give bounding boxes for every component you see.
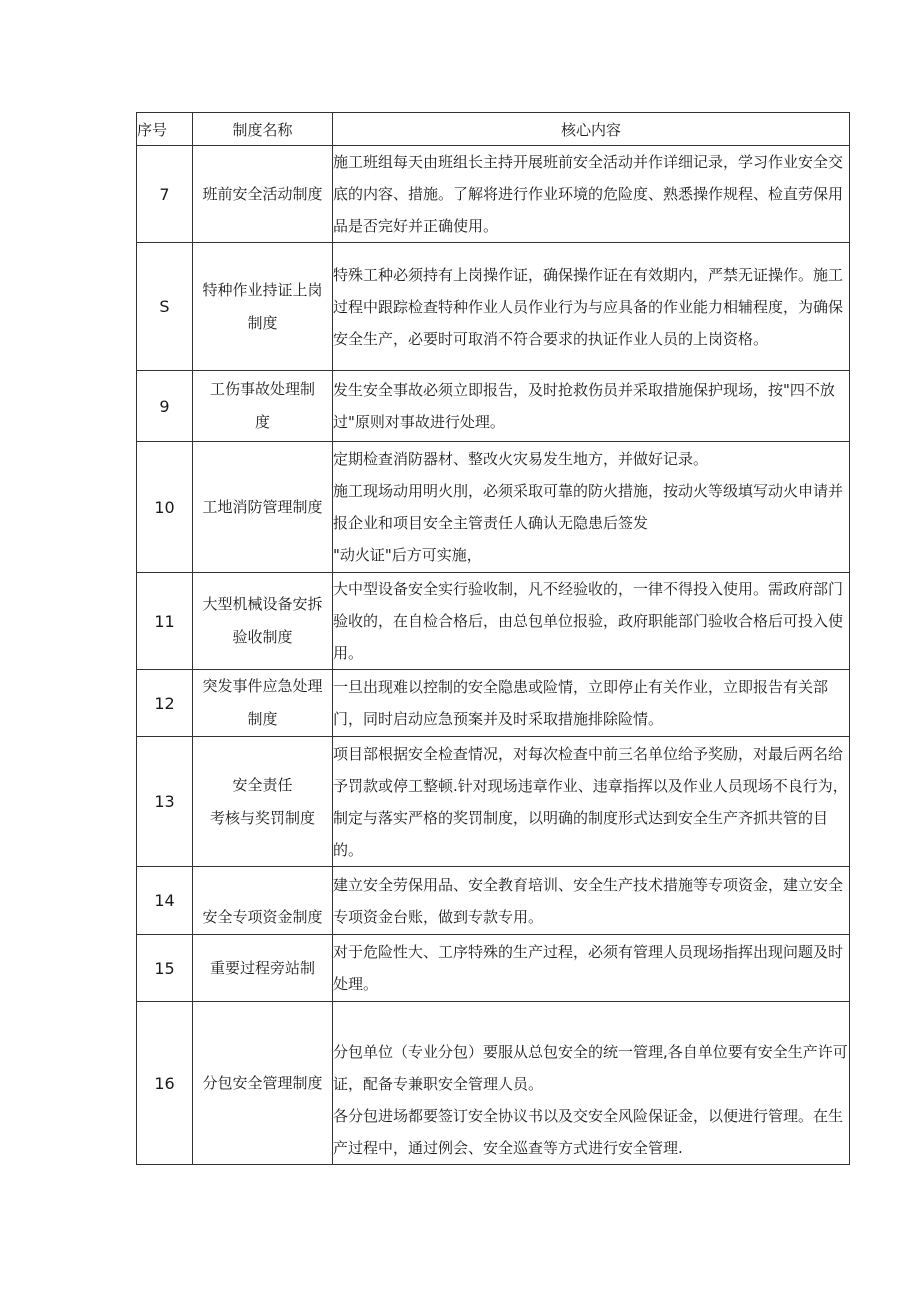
table-row [137,371,850,442]
row-content [333,867,850,935]
row-name [193,1002,333,1165]
row-content [333,670,850,737]
row-name [193,573,333,670]
row-name-line: 制度 [247,710,278,728]
row-no: 9 [137,371,193,442]
row-content-para: "动火证"后方可实施， [333,546,482,564]
table-header-row [137,113,850,146]
row-name [193,867,333,935]
row-content [333,737,850,867]
row-name [193,670,333,737]
row-name [193,935,333,1002]
row-name-line: 考核与奖罚制度 [209,808,315,827]
row-content [333,371,850,442]
row-name [193,371,333,442]
row-no: 16 [137,1002,193,1165]
table-row [137,442,850,573]
row-name-line: 突发事件应急处理 [202,677,323,695]
row-name-line: 安全责任 [232,775,293,794]
row-content-para: 特殊工种必须持有上岗操作证，确保操作证在有效期内，严禁无证操作。施工过程中跟踪检查特种作业人员作业行为与应具备的作业能力相辅程度，为确保安全生产，必要时可取消不符合要求的执证作业人员的上岗资格。 [333,265,844,348]
row-content [333,1002,850,1165]
row-no: S [137,243,193,371]
row-no: 10 [137,442,193,573]
table-row [137,670,850,737]
row-content-para: 定期检查消防器材、整改火灾易发生地方，并做好记录。 [333,450,709,468]
row-no: 7 [137,146,193,243]
row-name-line: 重要过程旁站制 [209,958,315,977]
row-name-line: 班前安全活动制度 [202,184,323,203]
row-no: 15 [137,935,193,1002]
row-name [193,243,333,371]
row-name-line: 大型机械设备安拆 [202,595,323,613]
header-name: 制度名称 [193,113,333,146]
table-row [137,867,850,935]
row-no: 11 [137,573,193,670]
table-row [137,146,850,243]
row-name-line: 分包安全管理制度 [202,1073,323,1092]
row-name-line: 安全专项资金制度 [202,908,323,926]
row-content-para: 发生安全事故必须立即报告，及时抢救伤员并采取措施保护现场，按"四不放过"原则对事故进行处理。 [333,381,835,431]
row-content-para: 大中型设备安全实行验收制，凡不经验收的，一律不得投入使用。需政府部门验收的，在自检合格后，由总包单位报验，政府职能部门验收合格后可投入使用。 [333,580,844,662]
row-content [333,146,850,243]
row-no: 12 [137,670,193,737]
row-name-line: 工伤事故处理制 [209,380,315,398]
row-no: 14 [137,867,193,935]
table-row [137,1002,850,1165]
table-row [137,737,850,867]
row-no: 13 [137,737,193,867]
row-name [193,146,333,243]
row-content-para: 建立安全劳保用品、安全教育培训、安全生产技术措施等专项资金，建立安全专项资金台账，做到专款专用。 [333,875,844,926]
row-name [193,737,333,867]
row-content-para: 项目部根据安全检查情况，对每次检查中前三名单位给予奖励，对最后两名给予罚款或停工整顿.针对现场违章作业、违章指挥以及作业人员现场不良行为，制定与落实严格的奖罚制度，以明确的制度形式达到安全生产齐抓共管的目的。 [333,744,848,859]
row-content-para: 施工现场动用明火刖，必须采取可靠的防火措施，按动火等级填写动火申请并报企业和项目安全主管责任人确认无隐患后签发 [333,482,844,532]
row-name-line: 度 [254,413,270,431]
row-content [333,573,850,670]
row-name-line: 特种作业持证上岗 [202,280,323,299]
table-body [137,146,850,1165]
row-content-para: 施工班组每天由班组长主持开展班前安全活动并作详细记录，学习作业安全交底的内容、措施。了解将进行作业环境的危险度、熟悉操作规程、检直劳保用品是否完好并正确使用。 [333,153,844,235]
row-content [333,243,850,371]
row-content-para: 分包单位（专业分包）要服从总包安全的统一管理,各自单位要有安全生产许可证，配备专兼职安全管理人员。 [333,1043,848,1093]
row-content [333,935,850,1002]
regulations-table [136,112,850,1165]
row-name-line: 工地消防管理制度 [202,497,323,516]
header-no: 序号 [137,113,193,146]
table-row [137,935,850,1002]
table-row [137,243,850,371]
row-content-para: 一旦出现难以控制的安全隐患或险情，立即停止有关作业，立即报告有关部门，同时启动应急预案并及时采取措施排除险情。 [333,678,829,728]
row-name-line: 验收制度 [232,628,293,646]
row-content [333,442,850,573]
row-name [193,442,333,573]
header-content: 核心内容 [333,113,850,146]
row-content-para: 对于危险性大、工序特殊的生产过程，必须有管理人员现场指挥出现问题及时处理。 [333,943,844,993]
row-name-line: 制度 [247,313,278,332]
row-content-para: 各分包进场都要签订安全协议书以及交安全风险保证金，以便进行管理。在生产过程中，通过例会、安全巡查等方式进行安全管理. [333,1107,844,1157]
table-row [137,573,850,670]
